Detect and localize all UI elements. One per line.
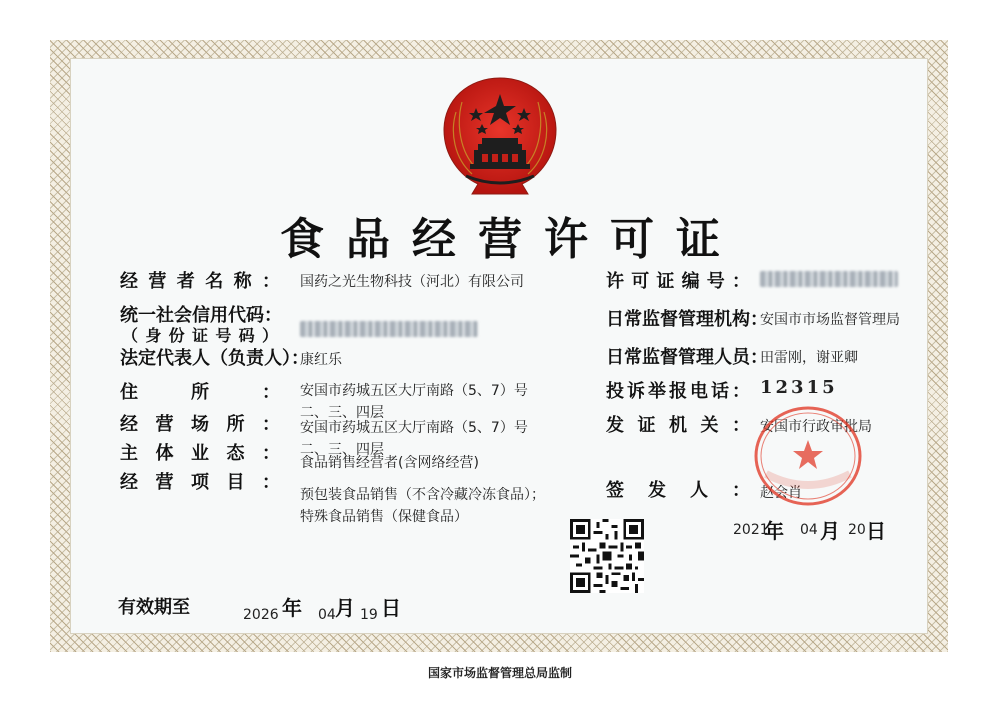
issue-month-char: 月 <box>820 519 840 543</box>
premises-value: 安国市药城五区大厅南路（5、7）号二、三、四层 <box>300 420 528 458</box>
issue-year: 2021 <box>733 522 769 538</box>
signer-label: 签发人： <box>606 480 750 501</box>
validity-year-char: 年 <box>282 596 302 620</box>
credit-code-redacted <box>300 321 478 337</box>
issue-day: 20 <box>848 522 866 538</box>
issuing-authority-label: 发证机关： <box>606 415 750 436</box>
legal-rep-label: 法定代表人（负责人）： <box>120 348 309 369</box>
official-seal-icon <box>752 404 864 508</box>
issuing-authority-value: 安国市行政审批局 <box>760 419 872 435</box>
entity-type-value: 食品销售经营者(含网络经营) <box>300 455 479 471</box>
validity-month-char: 月 <box>335 596 355 620</box>
issue-year-char: 年 <box>764 519 784 543</box>
business-name-label: 经营者名称： <box>120 271 280 292</box>
signer-value: 赵会肖 <box>760 485 802 501</box>
supervision-authority-label: 日常监督管理机构： <box>606 309 768 330</box>
issue-day-char: 日 <box>866 519 886 543</box>
address-value: 安国市药城五区大厅南路（5、7）号二、三、四层 <box>300 383 528 421</box>
supervision-personnel-label: 日常监督管理人员： <box>606 347 768 368</box>
validity-day-char: 日 <box>381 596 401 620</box>
qr-code-icon <box>570 519 644 593</box>
validity-day: 19 <box>360 607 378 623</box>
issue-month: 04 <box>800 522 818 538</box>
complaint-phone-label: 投诉举报电话： <box>606 381 750 402</box>
validity-month: 04 <box>318 607 336 623</box>
business-name-value: 国药之光生物科技（河北）有限公司 <box>300 274 524 290</box>
national-emblem-icon <box>436 72 564 197</box>
business-scope-label: 经营项目： <box>120 472 280 493</box>
legal-rep-value: 康红乐 <box>300 352 342 368</box>
supervision-personnel-value: 田雷刚，谢亚卿 <box>760 350 858 366</box>
footer-supervisor: 国家市场监督管理总局监制 <box>427 666 572 680</box>
license-number-label: 许可证编号： <box>606 271 750 292</box>
supervision-authority-value: 安国市市场监督管理局 <box>760 312 900 328</box>
credit-code-label: 统一社会信用代码： <box>120 305 282 326</box>
id-number-label: （身份证号码） <box>122 326 278 345</box>
license-number-redacted <box>760 271 898 287</box>
complaint-phone-value: 12315 <box>760 377 838 398</box>
validity-year: 2026 <box>243 607 279 623</box>
address-label: 住所： <box>120 382 280 403</box>
entity-type-label: 主体业态： <box>120 443 280 464</box>
certificate-title: 食品经营许可证 <box>280 214 742 265</box>
premises-label: 经营场所： <box>120 414 280 435</box>
validity-label: 有效期至 <box>118 597 190 618</box>
business-scope-value: 预包装食品销售（不含冷藏冷冻食品）；特殊食品销售（保健食品） <box>300 487 545 525</box>
